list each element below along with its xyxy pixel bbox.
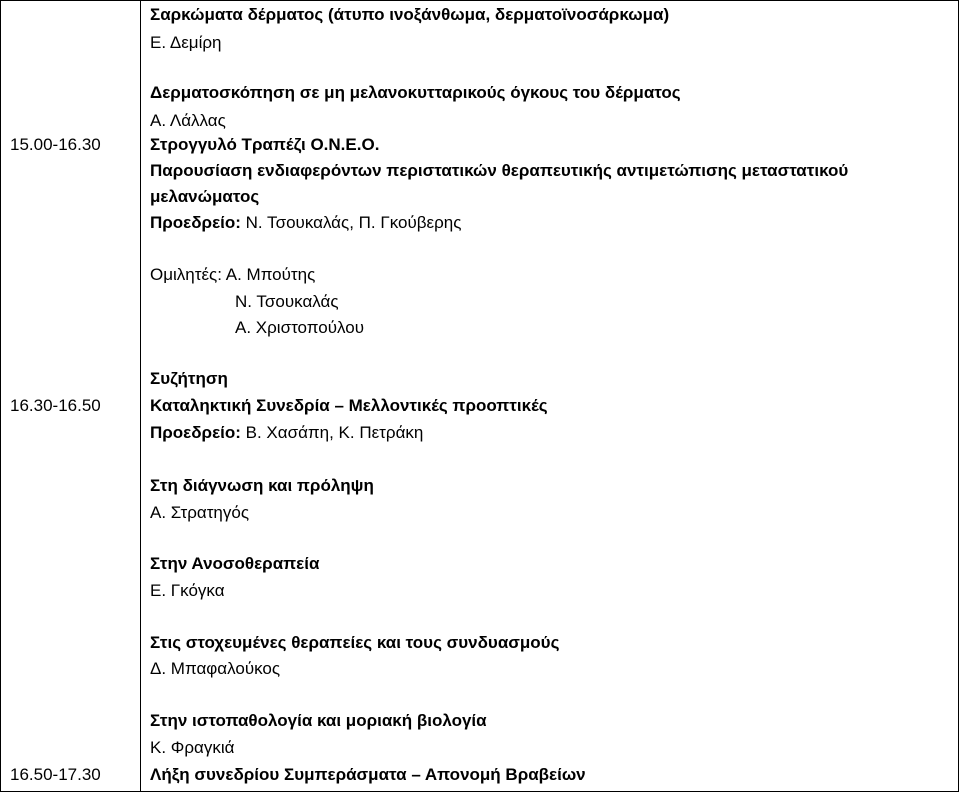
table-border-left (0, 0, 1, 792)
speaker-name: Κ. Φραγκιά (150, 738, 235, 757)
speaker-name: Ε. Δεμίρη (150, 33, 222, 52)
chairs-names: Β. Χασάπη, Κ. Πετράκη (245, 423, 424, 442)
chairs-label: Προεδρείο: (150, 213, 246, 232)
discussion-label: Συζήτηση (150, 369, 228, 388)
session-title: μελανώματος (150, 187, 260, 206)
talk-title: Στην ιστοπαθολογία και μοριακή βιολογία (150, 711, 487, 730)
speaker-name: Α. Χριστοπούλου (235, 318, 364, 337)
speakers-line: Ομιλητές: Α. Μπούτης (150, 265, 316, 284)
speaker-name: Ν. Τσουκαλάς (235, 292, 339, 311)
table-border-top (0, 0, 959, 1)
chairs-line (150, 212, 461, 234)
time-slot: 16.30-16.50 (10, 396, 101, 415)
session-title: Παρουσίαση ενδιαφερόντων περιστατικών θεραπευτικής αντιμετώπισης μεταστατικού (150, 161, 849, 180)
chairs-names: Ν. Τσουκαλάς, Π. Γκούβερης (245, 213, 462, 232)
table-border-right (958, 0, 959, 792)
time-slot: 15.00-16.30 (10, 135, 101, 154)
session-title: Σαρκώματα δέρματος (άτυπο ινοξάνθωμα, δερματοϊνοσάρκωμα) (150, 5, 670, 24)
time-slot: 16.50-17.30 (10, 765, 101, 784)
session-title: Στρογγυλό Τραπέζι Ο.Ν.Ε.Ο. (150, 135, 380, 154)
speaker-name: Δ. Μπαφαλούκος (150, 659, 281, 678)
session-title: Δερματοσκόπηση σε μη μελανοκυτταρικούς όγκους του δέρματος (150, 83, 681, 102)
talk-title: Στις στοχευμένες θεραπείες και τους συνδυασμούς (150, 633, 560, 652)
chairs-label: Προεδρείο: (150, 423, 246, 442)
speaker-name: Α. Λάλλας (150, 111, 226, 130)
session-title: Καταληκτική Συνεδρία – Μελλοντικές προοπτικές (150, 396, 548, 415)
speaker-name: Ε. Γκόγκα (150, 581, 225, 600)
talk-title: Στην Ανοσοθεραπεία (150, 554, 320, 573)
table-border-column (140, 0, 141, 792)
chairs-line (150, 422, 423, 444)
speaker-name: Α. Στρατηγός (150, 503, 250, 522)
session-title: Λήξη συνεδρίου Συμπεράσματα – Απονομή Βραβείων (150, 765, 586, 784)
talk-title: Στη διάγνωση και πρόληψη (150, 476, 374, 495)
